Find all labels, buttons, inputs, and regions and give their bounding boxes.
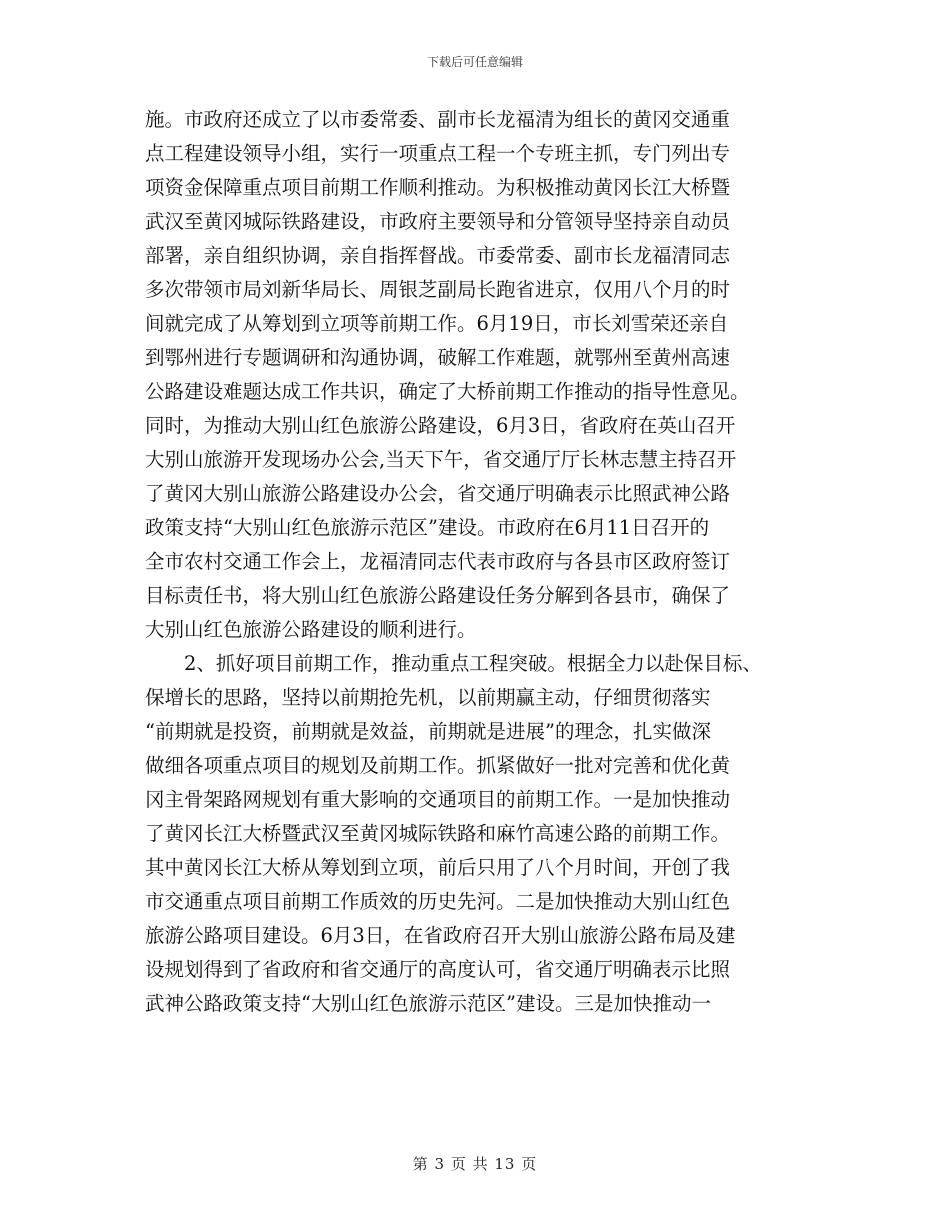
text-line: 公路建设难题达成工作共识，确定了大桥前期工作推动的指导性意见。 (145, 380, 750, 403)
text-line: 到鄂州进行专题调研和沟通协调，破解工作难题，就鄂州至黄州高速 (145, 346, 731, 369)
text-line: 市交通重点项目前期工作质效的历史先河。二是加快推动大别山红色 (145, 890, 731, 913)
text-line: 2、抓好项目前期工作，推动重点工程突破。根据全力以赴保目标、 (145, 652, 762, 675)
text-line: 全市农村交通工作会上，龙福清同志代表市政府与各县市区政府签订 (145, 550, 731, 573)
text-line: 大别山红色旅游公路建设的顺利进行。 (145, 618, 477, 641)
text-line: “前期就是投资，前期就是效益，前期就是进展”的理念，扎实做深 (145, 720, 711, 743)
text-line: 做细各项重点项目的规划及前期工作。抓紧做好一批对完善和优化黄 (145, 754, 731, 777)
text-line: 点工程建设领导小组，实行一项重点工程一个专班主抓，专门列出专 (145, 142, 731, 165)
text-line: 项资金保障重点项目前期工作顺利推动。为积极推动黄冈长江大桥暨 (145, 176, 731, 199)
text-line: 同时，为推动大别山红色旅游公路建设，6月3日，省政府在英山召开 (145, 414, 736, 437)
text-line: 其中黄冈长江大桥从筹划到立项，前后只用了八个月时间，开创了我 (145, 856, 731, 879)
text-line: 目标责任书，将大别山红色旅游公路建设任务分解到各县市，确保了 (145, 584, 731, 607)
text-line: 部署，亲自组织协调，亲自指挥督战。市委常委、副市长龙福清同志 (145, 244, 731, 267)
text-line: 了黄冈大别山旅游公路建设办公会，省交通厅明确表示比照武神公路 (145, 482, 731, 505)
page-header-note: 下载后可任意编辑 (426, 55, 523, 69)
text-line: 政策支持“大别山红色旅游示范区”建设。市政府在6月11日召开的 (145, 516, 710, 539)
text-line: 了黄冈长江大桥暨武汉至黄冈城际铁路和麻竹高速公路的前期工作。 (145, 822, 731, 845)
text-line: 设规划得到了省政府和省交通厅的高度认可，省交通厅明确表示比照 (145, 958, 731, 981)
text-line: 冈主骨架路网规划有重大影响的交通项目的前期工作。一是加快推动 (145, 788, 731, 811)
text-line: 旅游公路项目建设。6月3日，在省政府召开大别山旅游公路布局及建 (145, 924, 736, 947)
text-line: 武神公路政策支持“大别山红色旅游示范区”建设。三是加快推动一 (145, 992, 711, 1015)
page-number-footer: 第 3 页 共 13 页 (412, 1155, 538, 1173)
document-body (145, 103, 825, 1021)
text-line: 保增长的思路，坚持以前期抢先机，以前期赢主动，仔细贯彻落实 (145, 686, 711, 709)
text-line: 间就完成了从筹划到立项等前期工作。6月19日，市长刘雪荣还亲自 (145, 312, 729, 335)
text-line: 大别山旅游开发现场办公会,当天下午，省交通厅厅长林志慧主持召开 (145, 448, 737, 471)
text-line: 施。市政府还成立了以市委常委、副市长龙福清为组长的黄冈交通重 (145, 108, 731, 131)
text-line: 武汉至黄冈城际铁路建设，市政府主要领导和分管领导坚持亲自动员 (145, 210, 731, 233)
text-line: 多次带领市局刘新华局长、周银芝副局长跑省进京，仅用八个月的时 (145, 278, 731, 301)
